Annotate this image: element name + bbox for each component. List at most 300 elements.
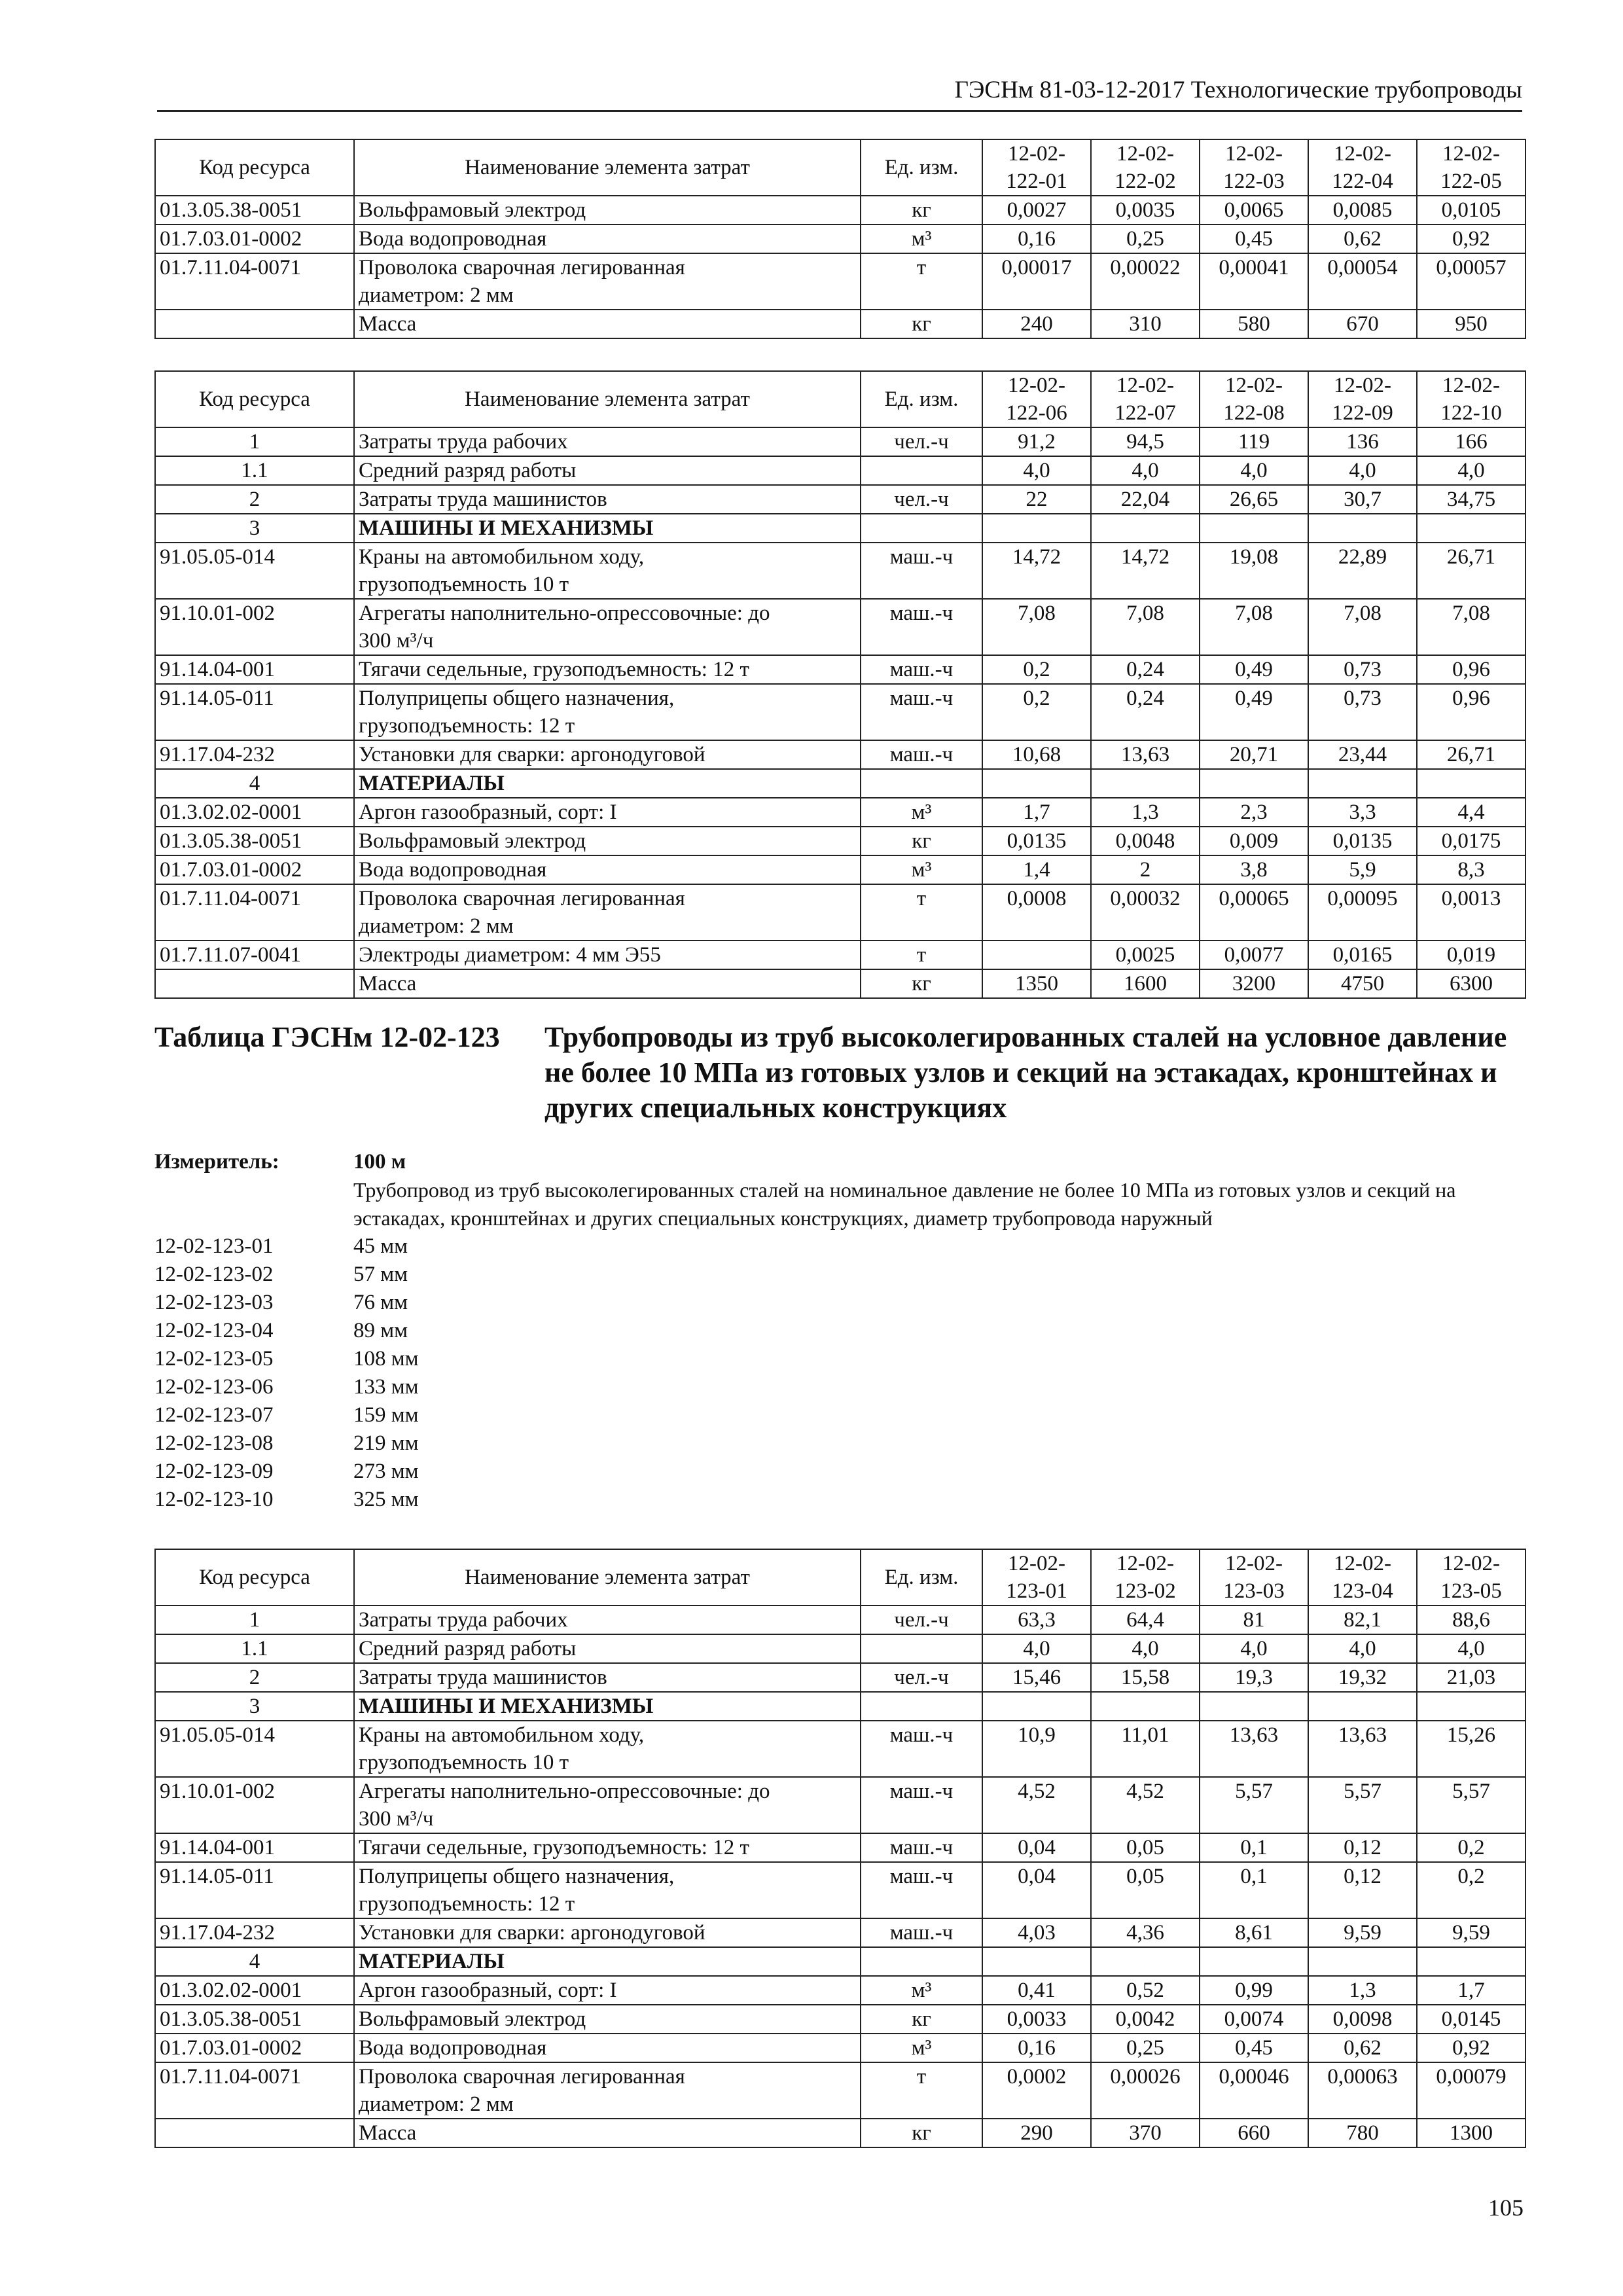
row-value-5: 15,26: [1417, 1721, 1525, 1777]
row-name: Проволока сварочная легированная диаметром: 2 мм: [354, 253, 861, 310]
row-value-1: 0,04: [982, 1862, 1091, 1918]
col-header-code-5: 12-02- 122-10: [1417, 371, 1525, 427]
row-value-4: 0,0085: [1308, 196, 1417, 224]
row-name: Средний разряд работы: [354, 1634, 861, 1663]
row-value-5: 26,71: [1417, 740, 1525, 769]
row-code: 91.17.04-232: [155, 1918, 354, 1947]
table-row: [155, 427, 1525, 456]
measurer-item: [154, 1429, 1525, 1458]
row-value-4: 0,00054: [1308, 253, 1417, 310]
row-value-4: 22,89: [1308, 543, 1417, 599]
row-unit: [861, 514, 982, 543]
row-value-5: 0,00079: [1417, 2062, 1525, 2119]
row-code: 1.1: [155, 1634, 354, 1663]
row-name: Тягачи седельные, грузоподъемность: 12 т: [354, 1833, 861, 1862]
measurer-item-value: 76 мм: [353, 1291, 408, 1314]
row-value-4: [1308, 1947, 1417, 1976]
row-value-2: 0,52: [1091, 1976, 1200, 2005]
measurer-item: [154, 1345, 1525, 1373]
col-header-code-4: 12-02- 122-04: [1308, 139, 1417, 196]
page-header-title: ГЭСНм 81-03-12-2017 Технологические трубопроводы: [954, 77, 1522, 103]
row-value-4: 3,3: [1308, 798, 1417, 827]
row-value-5: 6300: [1417, 969, 1525, 998]
row-value-3: 3,8: [1200, 855, 1308, 884]
row-unit: м³: [861, 1976, 982, 2005]
header-row: [155, 1549, 1525, 1605]
row-unit: чел.-ч: [861, 1663, 982, 1692]
row-value-2: [1091, 514, 1200, 543]
row-value-3: 20,71: [1200, 740, 1308, 769]
row-unit: м³: [861, 855, 982, 884]
row-value-1: [982, 1692, 1091, 1721]
row-name: Полуприцепы общего назначения, грузоподъемность: 12 т: [354, 684, 861, 740]
row-value-3: 19,08: [1200, 543, 1308, 599]
col-header-code-4: 12-02- 122-09: [1308, 371, 1417, 427]
row-value-3: 5,57: [1200, 1777, 1308, 1833]
col-header-code-2: 12-02- 122-02: [1091, 139, 1200, 196]
row-name: Аргон газообразный, сорт: I: [354, 798, 861, 827]
row-name: Агрегаты наполнительно-опрессовочные: до 300 м³/ч: [354, 1777, 861, 1833]
page-header: [157, 73, 1522, 112]
row-name: МАТЕРИАЛЫ: [354, 1947, 861, 1976]
row-code: 91.14.05-011: [155, 1862, 354, 1918]
col-header-code-1: 12-02- 122-06: [982, 371, 1091, 427]
row-name: Затраты труда машинистов: [354, 1663, 861, 1692]
row-value-4: 0,00063: [1308, 2062, 1417, 2119]
row-unit: кг: [861, 310, 982, 338]
table-row: [155, 456, 1525, 485]
measurer-item-code: 12-02-123-05: [154, 1347, 274, 1371]
row-value-4: 4750: [1308, 969, 1417, 998]
table-row: [155, 740, 1525, 769]
row-unit: кг: [861, 196, 982, 224]
row-code: 91.14.04-001: [155, 655, 354, 684]
row-value-5: 0,2: [1417, 1862, 1525, 1918]
row-unit: маш.-ч: [861, 1833, 982, 1862]
row-value-4: 0,00095: [1308, 884, 1417, 941]
row-code: 4: [155, 1947, 354, 1976]
table-row: [155, 1947, 1525, 1976]
row-value-3: 4,0: [1200, 456, 1308, 485]
row-value-1: 4,0: [982, 1634, 1091, 1663]
row-name: Затраты труда рабочих: [354, 427, 861, 456]
row-value-2: 1600: [1091, 969, 1200, 998]
row-value-1: 14,72: [982, 543, 1091, 599]
row-value-1: 0,2: [982, 655, 1091, 684]
measurer-value: 100 м: [353, 1150, 406, 1174]
measurer-item-value: 57 мм: [353, 1263, 408, 1286]
col-header-code: Код ресурса: [155, 371, 354, 427]
row-unit: кг: [861, 827, 982, 855]
row-code: 91.17.04-232: [155, 740, 354, 769]
row-unit: т: [861, 941, 982, 969]
row-value-3: 3200: [1200, 969, 1308, 998]
table-row: [155, 2062, 1525, 2119]
row-name: Масса: [354, 969, 861, 998]
row-code: 01.7.03.01-0002: [155, 855, 354, 884]
row-value-3: [1200, 514, 1308, 543]
row-value-1: 240: [982, 310, 1091, 338]
table-row: [155, 941, 1525, 969]
measurer-item: [154, 1373, 1525, 1401]
measurer-item-list: [154, 1232, 1525, 1514]
row-value-4: 136: [1308, 427, 1417, 456]
row-unit: маш.-ч: [861, 655, 982, 684]
row-unit: т: [861, 2062, 982, 2119]
measurer-item: [154, 1486, 1525, 1514]
row-code: [155, 2119, 354, 2147]
table-row: [155, 1692, 1525, 1721]
measurer-item-value: 89 мм: [353, 1319, 408, 1342]
row-value-5: [1417, 769, 1525, 798]
row-name: Вода водопроводная: [354, 224, 861, 253]
table-row: [155, 1976, 1525, 2005]
row-value-5: 8,3: [1417, 855, 1525, 884]
col-header-code-3: 12-02- 123-03: [1200, 1549, 1308, 1605]
row-name: Проволока сварочная легированная диаметром: 2 мм: [354, 2062, 861, 2119]
row-code: 01.3.02.02-0001: [155, 798, 354, 827]
table-row: [155, 684, 1525, 740]
row-name: МАТЕРИАЛЫ: [354, 769, 861, 798]
row-code: 91.14.04-001: [155, 1833, 354, 1862]
row-value-1: 0,41: [982, 1976, 1091, 2005]
row-value-4: 9,59: [1308, 1918, 1417, 1947]
col-header-code-2: 12-02- 123-02: [1091, 1549, 1200, 1605]
row-value-3: 0,00041: [1200, 253, 1308, 310]
row-value-5: 0,00057: [1417, 253, 1525, 310]
row-unit: [861, 1692, 982, 1721]
row-unit: маш.-ч: [861, 1918, 982, 1947]
row-code: 1.1: [155, 456, 354, 485]
row-unit: маш.-ч: [861, 684, 982, 740]
row-value-4: 0,0098: [1308, 2005, 1417, 2034]
row-value-3: 0,49: [1200, 684, 1308, 740]
row-value-4: 0,73: [1308, 684, 1417, 740]
table-heading-label: Таблица ГЭСНм 12-02-123: [154, 1021, 500, 1053]
row-value-1: 10,9: [982, 1721, 1091, 1777]
row-value-1: 22: [982, 485, 1091, 514]
row-unit: кг: [861, 2119, 982, 2147]
row-value-5: 26,71: [1417, 543, 1525, 599]
cost-table-123-01-05: [154, 1549, 1526, 2148]
row-value-2: 0,00026: [1091, 2062, 1200, 2119]
row-unit: маш.-ч: [861, 1862, 982, 1918]
measurer-item: [154, 1317, 1525, 1345]
row-value-1: [982, 769, 1091, 798]
measurer-item-value: 273 мм: [353, 1460, 419, 1483]
row-unit: м³: [861, 224, 982, 253]
row-value-2: 4,36: [1091, 1918, 1200, 1947]
row-code: 01.7.03.01-0002: [155, 224, 354, 253]
row-name: МАШИНЫ И МЕХАНИЗМЫ: [354, 514, 861, 543]
col-header-code-3: 12-02- 122-03: [1200, 139, 1308, 196]
row-value-2: 94,5: [1091, 427, 1200, 456]
col-header-name: Наименование элемента затрат: [354, 139, 861, 196]
col-header-code-4: 12-02- 123-04: [1308, 1549, 1417, 1605]
row-value-3: 19,3: [1200, 1663, 1308, 1692]
measurer-block: [154, 1148, 1525, 1514]
row-value-3: 7,08: [1200, 599, 1308, 655]
row-value-2: 0,00022: [1091, 253, 1200, 310]
measurer-label: Измеритель:: [154, 1150, 279, 1174]
row-value-3: [1200, 1947, 1308, 1976]
row-value-5: [1417, 1692, 1525, 1721]
row-unit: маш.-ч: [861, 543, 982, 599]
table-row: [155, 1605, 1525, 1634]
row-value-1: 0,16: [982, 2034, 1091, 2062]
measurer-item-value: 45 мм: [353, 1234, 408, 1258]
measurer-item-code: 12-02-123-06: [154, 1375, 274, 1399]
row-value-2: [1091, 1947, 1200, 1976]
row-code: 2: [155, 485, 354, 514]
table-row: [155, 253, 1525, 310]
row-value-2: 7,08: [1091, 599, 1200, 655]
measurer-item: [154, 1261, 1525, 1289]
row-value-3: 119: [1200, 427, 1308, 456]
row-value-4: 82,1: [1308, 1605, 1417, 1634]
table-heading-title: Трубопроводы из труб высоколегированных сталей на условное давление не более 10 МПа из готовых узлов и секций на эстакадах, кронштейнах и других специальных конструкциях: [544, 1021, 1507, 1124]
row-name: Затраты труда рабочих: [354, 1605, 861, 1634]
measurer-item-value: 133 мм: [353, 1375, 419, 1399]
row-value-4: 4,0: [1308, 456, 1417, 485]
row-value-2: 0,0035: [1091, 196, 1200, 224]
col-header-code: Код ресурса: [155, 1549, 354, 1605]
table-row: [155, 599, 1525, 655]
table-row: [155, 769, 1525, 798]
table-row: [155, 543, 1525, 599]
col-header-unit: Ед. изм.: [861, 139, 982, 196]
row-unit: т: [861, 253, 982, 310]
row-value-3: 0,00065: [1200, 884, 1308, 941]
measurer-item-value: 325 мм: [353, 1488, 419, 1511]
col-header-name: Наименование элемента затрат: [354, 1549, 861, 1605]
row-name: Краны на автомобильном ходу, грузоподъемность 10 т: [354, 543, 861, 599]
row-value-3: 4,0: [1200, 1634, 1308, 1663]
row-value-5: 0,0175: [1417, 827, 1525, 855]
row-value-4: 0,73: [1308, 655, 1417, 684]
measurer-item-code: 12-02-123-04: [154, 1319, 274, 1342]
row-value-1: [982, 941, 1091, 969]
row-value-1: 1,7: [982, 798, 1091, 827]
row-value-4: [1308, 769, 1417, 798]
row-name: Вольфрамовый электрод: [354, 196, 861, 224]
row-code: 3: [155, 514, 354, 543]
row-value-2: 4,0: [1091, 1634, 1200, 1663]
row-name: МАШИНЫ И МЕХАНИЗМЫ: [354, 1692, 861, 1721]
col-header-code-5: 12-02- 123-05: [1417, 1549, 1525, 1605]
col-header-code-1: 12-02- 123-01: [982, 1549, 1091, 1605]
row-value-5: 166: [1417, 427, 1525, 456]
row-value-3: 0,45: [1200, 2034, 1308, 2062]
table-row: [155, 855, 1525, 884]
row-value-5: 0,2: [1417, 1833, 1525, 1862]
row-value-1: 0,0027: [982, 196, 1091, 224]
table-row: [155, 798, 1525, 827]
measurer-item-code: 12-02-123-08: [154, 1431, 274, 1455]
row-value-1: 0,16: [982, 224, 1091, 253]
row-value-5: 1300: [1417, 2119, 1525, 2147]
row-value-3: 81: [1200, 1605, 1308, 1634]
row-value-1: 4,0: [982, 456, 1091, 485]
row-name: Установки для сварки: аргонодуговой: [354, 1918, 861, 1947]
row-value-2: 310: [1091, 310, 1200, 338]
page-number: 105: [1488, 2195, 1524, 2221]
table-row: [155, 1634, 1525, 1663]
measurer-item-code: 12-02-123-03: [154, 1291, 274, 1314]
row-value-1: 0,0135: [982, 827, 1091, 855]
row-value-2: 0,0042: [1091, 2005, 1200, 2034]
row-value-4: 780: [1308, 2119, 1417, 2147]
row-value-4: 23,44: [1308, 740, 1417, 769]
row-value-4: 0,62: [1308, 2034, 1417, 2062]
col-header-code: Код ресурса: [155, 139, 354, 196]
row-value-1: 0,2: [982, 684, 1091, 740]
header-row: [155, 139, 1525, 196]
row-value-5: [1417, 514, 1525, 543]
row-value-5: 0,96: [1417, 655, 1525, 684]
row-value-2: 4,52: [1091, 1777, 1200, 1833]
row-value-4: 0,0135: [1308, 827, 1417, 855]
row-name: Краны на автомобильном ходу, грузоподъемность 10 т: [354, 1721, 861, 1777]
row-value-5: 950: [1417, 310, 1525, 338]
row-value-5: 0,92: [1417, 224, 1525, 253]
row-code: 1: [155, 1605, 354, 1634]
cost-table-122-01-05: [154, 139, 1526, 339]
row-name: Аргон газообразный, сорт: I: [354, 1976, 861, 2005]
row-value-2: 0,05: [1091, 1862, 1200, 1918]
table-row: [155, 2034, 1525, 2062]
row-value-2: 1,3: [1091, 798, 1200, 827]
row-value-5: 0,92: [1417, 2034, 1525, 2062]
row-code: 01.7.11.07-0041: [155, 941, 354, 969]
row-value-1: 1,4: [982, 855, 1091, 884]
row-value-5: 0,96: [1417, 684, 1525, 740]
row-name: Вода водопроводная: [354, 855, 861, 884]
row-value-2: [1091, 1692, 1200, 1721]
row-value-5: 9,59: [1417, 1918, 1525, 1947]
row-value-2: 0,0025: [1091, 941, 1200, 969]
row-name: Полуприцепы общего назначения, грузоподъемность: 12 т: [354, 1862, 861, 1918]
row-value-5: 0,0105: [1417, 196, 1525, 224]
row-value-2: 14,72: [1091, 543, 1200, 599]
row-value-5: [1417, 1947, 1525, 1976]
row-value-4: [1308, 1692, 1417, 1721]
row-name: Вольфрамовый электрод: [354, 827, 861, 855]
row-code: 01.7.11.04-0071: [155, 884, 354, 941]
col-header-name: Наименование элемента затрат: [354, 371, 861, 427]
table-row: [155, 655, 1525, 684]
table-row: [155, 1663, 1525, 1692]
row-unit: [861, 1634, 982, 1663]
row-value-1: 0,04: [982, 1833, 1091, 1862]
row-code: 01.3.05.38-0051: [155, 827, 354, 855]
row-value-2: 64,4: [1091, 1605, 1200, 1634]
row-value-2: 4,0: [1091, 456, 1200, 485]
table-row: [155, 514, 1525, 543]
row-value-2: 2: [1091, 855, 1200, 884]
row-value-5: 4,4: [1417, 798, 1525, 827]
row-value-2: 0,24: [1091, 684, 1200, 740]
row-value-4: 5,57: [1308, 1777, 1417, 1833]
row-value-3: 26,65: [1200, 485, 1308, 514]
row-value-1: 4,52: [982, 1777, 1091, 1833]
row-value-2: [1091, 769, 1200, 798]
row-code: 1: [155, 427, 354, 456]
row-value-4: 7,08: [1308, 599, 1417, 655]
row-value-2: 15,58: [1091, 1663, 1200, 1692]
row-name: Вольфрамовый электрод: [354, 2005, 861, 2034]
row-value-5: 0,0013: [1417, 884, 1525, 941]
row-value-2: 0,25: [1091, 224, 1200, 253]
row-unit: чел.-ч: [861, 1605, 982, 1634]
measurer-item-code: 12-02-123-09: [154, 1460, 274, 1483]
table-row: [155, 1862, 1525, 1918]
row-value-2: 0,25: [1091, 2034, 1200, 2062]
row-value-1: 91,2: [982, 427, 1091, 456]
row-unit: м³: [861, 798, 982, 827]
row-value-3: 0,00046: [1200, 2062, 1308, 2119]
row-code: 01.7.11.04-0071: [155, 253, 354, 310]
row-code: 3: [155, 1692, 354, 1721]
row-value-4: 0,62: [1308, 224, 1417, 253]
row-unit: маш.-ч: [861, 740, 982, 769]
col-header-unit: Ед. изм.: [861, 371, 982, 427]
row-code: 91.10.01-002: [155, 599, 354, 655]
table-row: [155, 827, 1525, 855]
row-value-2: 11,01: [1091, 1721, 1200, 1777]
row-code: 2: [155, 1663, 354, 1692]
row-value-4: 0,12: [1308, 1862, 1417, 1918]
row-value-1: 0,0008: [982, 884, 1091, 941]
table-row: [155, 1833, 1525, 1862]
row-value-5: 21,03: [1417, 1663, 1525, 1692]
row-value-5: 0,0145: [1417, 2005, 1525, 2034]
row-name: Масса: [354, 2119, 861, 2147]
row-code: [155, 969, 354, 998]
measurer-item: [154, 1458, 1525, 1486]
row-code: 01.3.05.38-0051: [155, 2005, 354, 2034]
col-header-code-5: 12-02- 122-05: [1417, 139, 1525, 196]
col-header-code-1: 12-02- 122-01: [982, 139, 1091, 196]
row-code: [155, 310, 354, 338]
table-row: [155, 969, 1525, 998]
row-value-4: 4,0: [1308, 1634, 1417, 1663]
row-value-3: 2,3: [1200, 798, 1308, 827]
table-row: [155, 485, 1525, 514]
row-name: Агрегаты наполнительно-опрессовочные: до 300 м³/ч: [354, 599, 861, 655]
header-row: [155, 371, 1525, 427]
row-value-4: 13,63: [1308, 1721, 1417, 1777]
row-code: 91.10.01-002: [155, 1777, 354, 1833]
table-row: [155, 1918, 1525, 1947]
row-unit: кг: [861, 969, 982, 998]
row-value-3: 0,009: [1200, 827, 1308, 855]
row-unit: [861, 769, 982, 798]
row-value-1: 0,0002: [982, 2062, 1091, 2119]
row-value-5: 1,7: [1417, 1976, 1525, 2005]
measurer-item-code: 12-02-123-02: [154, 1263, 274, 1286]
row-value-2: 0,0048: [1091, 827, 1200, 855]
table-row: [155, 224, 1525, 253]
row-value-3: 8,61: [1200, 1918, 1308, 1947]
row-value-4: 0,12: [1308, 1833, 1417, 1862]
row-value-2: 0,05: [1091, 1833, 1200, 1862]
row-unit: [861, 1947, 982, 1976]
row-value-1: 0,00017: [982, 253, 1091, 310]
row-value-3: 13,63: [1200, 1721, 1308, 1777]
row-value-4: 0,0165: [1308, 941, 1417, 969]
measurer-item-value: 219 мм: [353, 1431, 419, 1455]
